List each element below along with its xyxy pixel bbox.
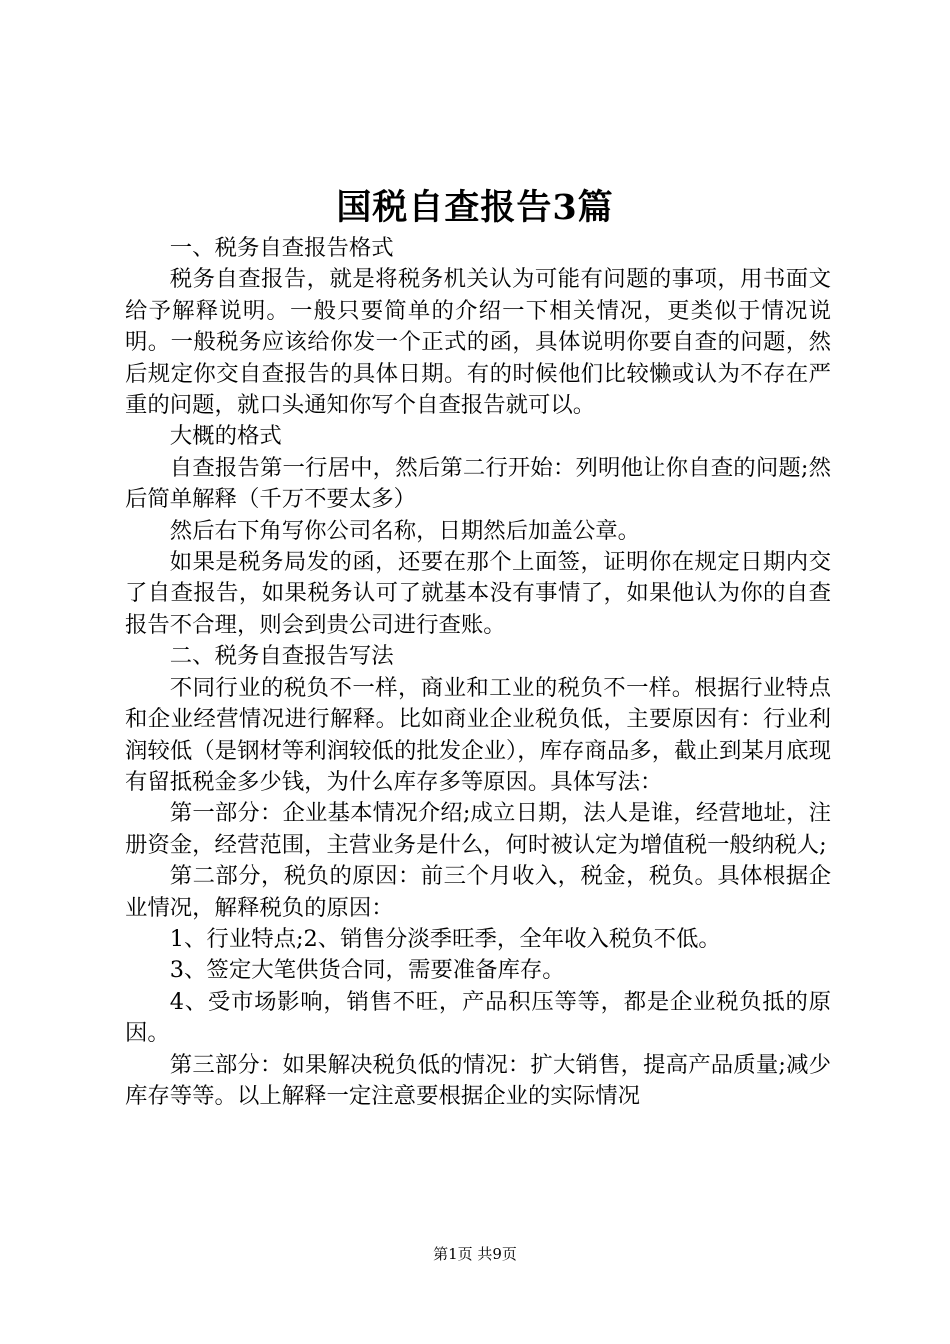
- subheading-general-format: 大概的格式: [169, 423, 282, 450]
- section-heading-writing: 二、税务自查报告写法: [169, 643, 394, 670]
- paragraph-definition: 税务自查报告，就是将税务机关认为可能有问题的事项，用书面文给予解释说明。一般只要简单的介绍一下相关情况，更类似于情况说明。一般税务应该给你发一个正式的函，具体说明你要自查的问题，然后规定你交自查报告的具体日期。有的时候他们比较懒或认为不存在严重的问题，就口头通知你写个自查报告就可以。: [125, 266, 831, 419]
- page-title: 国税自查报告3篇: [336, 187, 614, 228]
- list-item-reason-1-2: 1、行业特点;2、销售分淡季旺季，全年收入税负不低。: [169, 925, 721, 952]
- paragraph-first-line: 自查报告第一行居中，然后第二行开始：列明他让你自查的问题;然后简单解释（千万不要太多）: [125, 454, 831, 513]
- paragraph-part-three: 第三部分：如果解决税负低的情况：扩大销售，提高产品质量;减少库存等等。以上解释一定注意要根据企业的实际情况: [125, 1051, 831, 1109]
- section-heading-format: 一、税务自查报告格式: [169, 235, 394, 261]
- paragraph-signature: 然后右下角写你公司名称，日期然后加盖公章。: [169, 517, 640, 544]
- page-number-footer: 第1页 共9页: [433, 1245, 517, 1263]
- document-body: [125, 233, 831, 1112]
- paragraph-part-two: 第二部分，税负的原因：前三个月收入，税金，税负。具体根据企业情况，解释税负的原因：: [125, 863, 831, 921]
- paragraph-industry-tax: 不同行业的税负不一样，商业和工业的税负不一样。根据行业特点和企业经营情况进行解释。比如商业企业税负低，主要原因有：行业利润较低（是钢材等利润较低的批发企业），库存商品多，截止到某月底现有留抵税金多少钱，为什么库存多等原因。具体写法：: [125, 674, 831, 795]
- list-item-reason-3: 3、签定大笔供货合同，需要准备库存。: [169, 957, 565, 984]
- list-item-reason-4: 4、受市场影响，销售不旺，产品积压等等，都是企业税负抵的原因。: [125, 988, 831, 1047]
- paragraph-part-one: 第一部分：企业基本情况介绍;成立日期，法人是谁，经营地址，注册资金，经营范围，主营业务是什么，何时被认定为增值税一般纳税人;: [125, 800, 831, 858]
- paragraph-tax-bureau-letter: 如果是税务局发的函，还要在那个上面签，证明你在规定日期内交了自查报告，如果税务认可了就基本没有事情了，如果他认为你的自查报告不合理，则会到贵公司进行查账。: [125, 549, 831, 638]
